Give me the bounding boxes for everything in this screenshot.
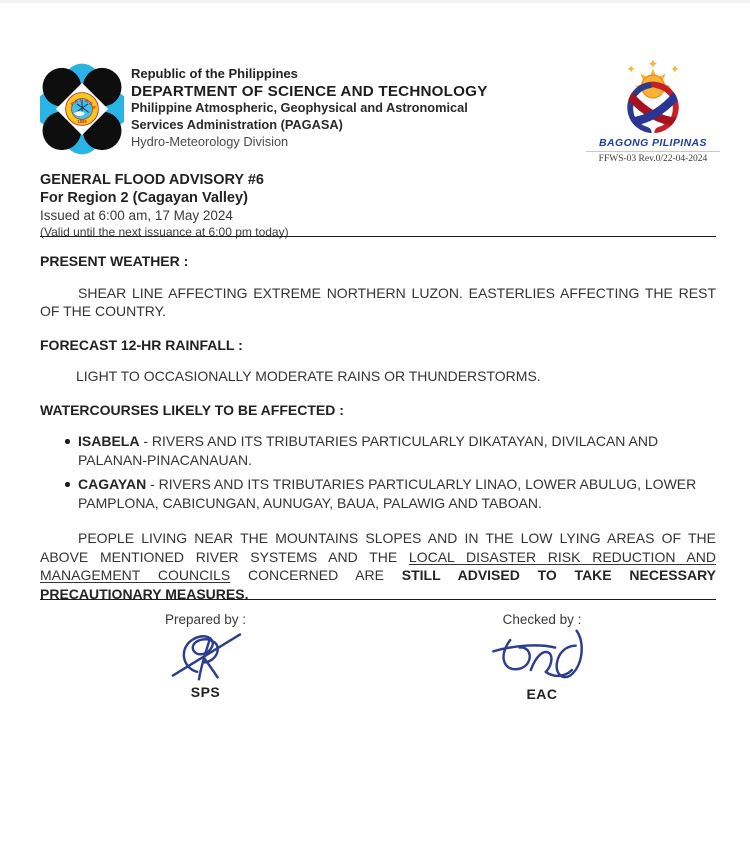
page-top-edge [0,0,750,3]
present-weather-heading: PRESENT WEATHER : [40,253,189,269]
advice-underlined: LOCAL DISASTER RISK REDUCTION AND MANAGEMENT COUNCILS [40,548,716,583]
checked-by-column [462,612,622,702]
watercourse-item-isabela [78,432,716,469]
agency-line-2: Services Administration (PAGASA) [131,116,343,132]
signature-block [0,612,750,722]
prepared-signature [158,627,253,683]
checked-by-label: Checked by : [502,612,582,627]
advisory-validity: (Valid until the next issuance at 6:00 pm today) [40,225,289,239]
forecast-text: LIGHT TO OCCASIONALLY MODERATE RAINS OR THUNDERSTORMS. [76,368,541,384]
precautionary-advice-text [40,529,716,603]
sparkle-icon [628,66,635,73]
footer-divider-line [40,599,716,600]
prepared-by-label: Prepared by : [164,612,247,627]
province-name: ISABELA [78,433,140,449]
bagong-pilipinas-logo [600,56,706,136]
header-divider-line [40,236,716,237]
advisory-issued-datetime: Issued at 6:00 am, 17 May 2024 [40,208,233,223]
advisory-title: GENERAL FLOOD ADVISORY #6 [40,172,264,188]
advice-part2: CONCERNED ARE [230,567,402,583]
seal-ring-text: PAGASA [69,97,98,112]
advisory-title-block [40,171,289,240]
bagong-pilipinas-label: BAGONG PILIPINAS [599,137,707,149]
seal-year: 1865 [77,118,87,124]
form-reference-number: FFWS-03 Rev.0/22-04-2024 [586,151,720,164]
pagasa-dost-logo [40,62,124,156]
advisory-region: For Region 2 (Cagayan Valley) [40,190,248,206]
agency-line-1: Philippine Atmospheric, Geophysical and Astronomical [131,100,468,115]
department-line: DEPARTMENT OF SCIENCE AND TECHNOLOGY [131,82,488,100]
agency-header-block [131,66,488,151]
bagong-pilipinas-block [586,56,720,164]
province-name: CAGAYAN [78,476,147,492]
prepared-by-initials: SPS [190,684,221,700]
province-rivers: - RIVERS AND ITS TRIBUTARIES PARTICULARLY DIKATAYAN, DIVILACAN AND PALANAN-PINACANAUAN. [78,433,659,468]
watercourses-heading: WATERCOURSES LIKELY TO BE AFFECTED : [40,401,344,418]
seal-cloud-icon [74,111,84,116]
prepared-by-column [128,612,283,700]
checked-by-initials: EAC [526,686,558,702]
republic-line: Republic of the Philippines [131,66,298,81]
advisory-body [40,246,716,603]
watercourse-item-cagayan [78,475,716,512]
province-rivers: - RIVERS AND ITS TRIBUTARIES PARTICULARLY LINAO, LOWER ABULUG, LOWER PAMPLONA, CABICUNGAN, AUNUGAY, BAUA, PALAWIG AND TABOAN. [78,476,697,511]
sparkle-icon [672,66,679,73]
watercourses-list [40,432,716,512]
pagasa-dost-logo-graphic [40,62,124,156]
forecast-heading: FORECAST 12-HR RAINFALL : [40,336,243,353]
advice-part1: PEOPLE LIVING NEAR THE MOUNTAINS SLOPES AND IN THE LOW LYING AREAS OF THE ABOVE MENTIONED RIVER SYSTEMS AND THE [40,530,716,565]
checked-signature [482,627,602,685]
advice-bold: STILL ADVISED TO TAKE NECESSARY PRECAUTIONARY MEASURES. [40,567,716,602]
present-weather-text: SHEAR LINE AFFECTING EXTREME NORTHERN LUZON. EASTERLIES AFFECTING THE REST OF THE COUNTRY. [40,284,716,319]
sparkle-icon [649,60,657,68]
division-line: Hydro-Meteorology Division [131,134,289,149]
